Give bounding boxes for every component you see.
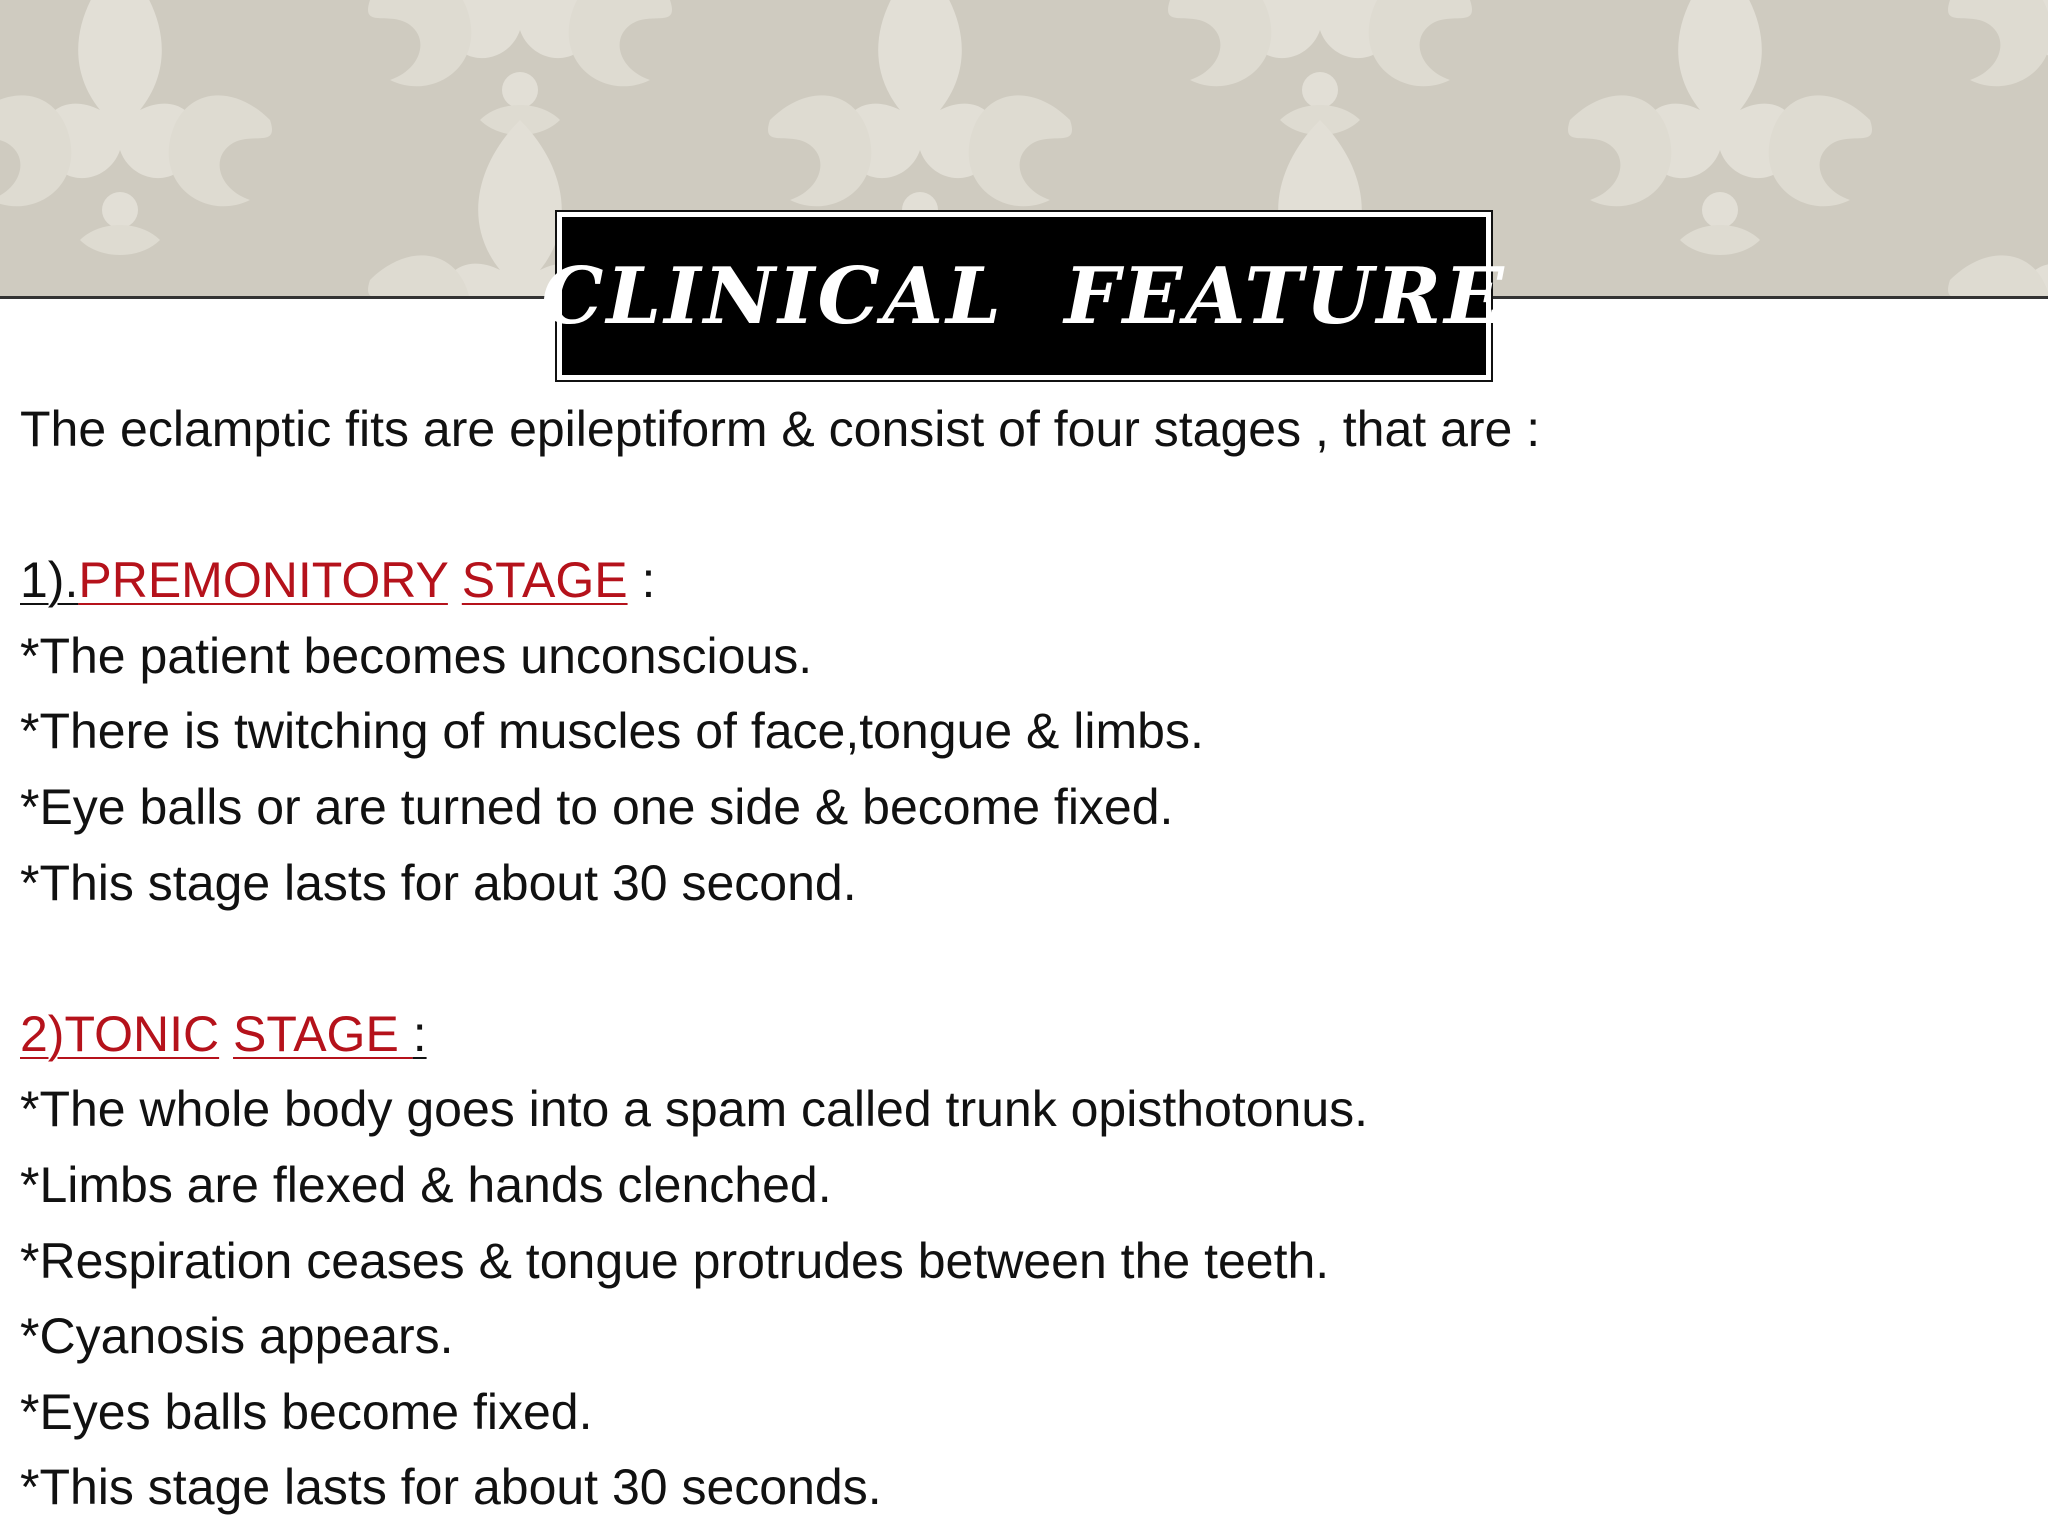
intro-text: The eclamptic fits are epileptiform & consist of four stages , that are :	[20, 401, 1541, 457]
stage1-heading	[20, 543, 2010, 619]
stage1-point: *This stage lasts for about 30 second.	[20, 854, 857, 911]
stage2-point: *This stage lasts for about 30 seconds.	[20, 1459, 882, 1516]
title-box	[541, 210, 1507, 382]
spacer	[20, 921, 2010, 997]
stage2-point: *Eyes balls become fixed.	[20, 1383, 593, 1440]
stage2-word1: 2)TONIC	[20, 1005, 220, 1062]
stage1-point: *Eye balls or are turned to one side & become fixed.	[20, 778, 1174, 835]
stage1-point: *The patient becomes unconscious.	[20, 627, 813, 684]
slide-title: CLINICAL FEATURE	[541, 250, 1507, 342]
slide-body	[20, 392, 2010, 1526]
stage2-point: *The whole body goes into a spam called trunk opisthotonus.	[20, 1081, 1369, 1138]
stage2-heading	[20, 997, 2010, 1073]
stage2-word2: STAGE	[233, 1005, 413, 1062]
stage2-point: *Cyanosis appears.	[20, 1308, 454, 1365]
stage2-point: *Respiration ceases & tongue protrudes between the teeth.	[20, 1232, 1330, 1289]
stage1-number: 1).	[20, 552, 79, 609]
title-background	[541, 217, 1507, 375]
stage1-suffix: :	[627, 552, 656, 609]
stage1-point: *There is twitching of muscles of face,tongue & limbs.	[20, 703, 1204, 760]
spacer	[20, 468, 2010, 544]
stage2-suffix: :	[412, 1005, 427, 1062]
stage1-word1: PREMONITORY	[78, 552, 448, 609]
stage1-word2: STAGE	[461, 552, 628, 609]
stage2-point: *Limbs are flexed & hands clenched.	[20, 1156, 832, 1213]
